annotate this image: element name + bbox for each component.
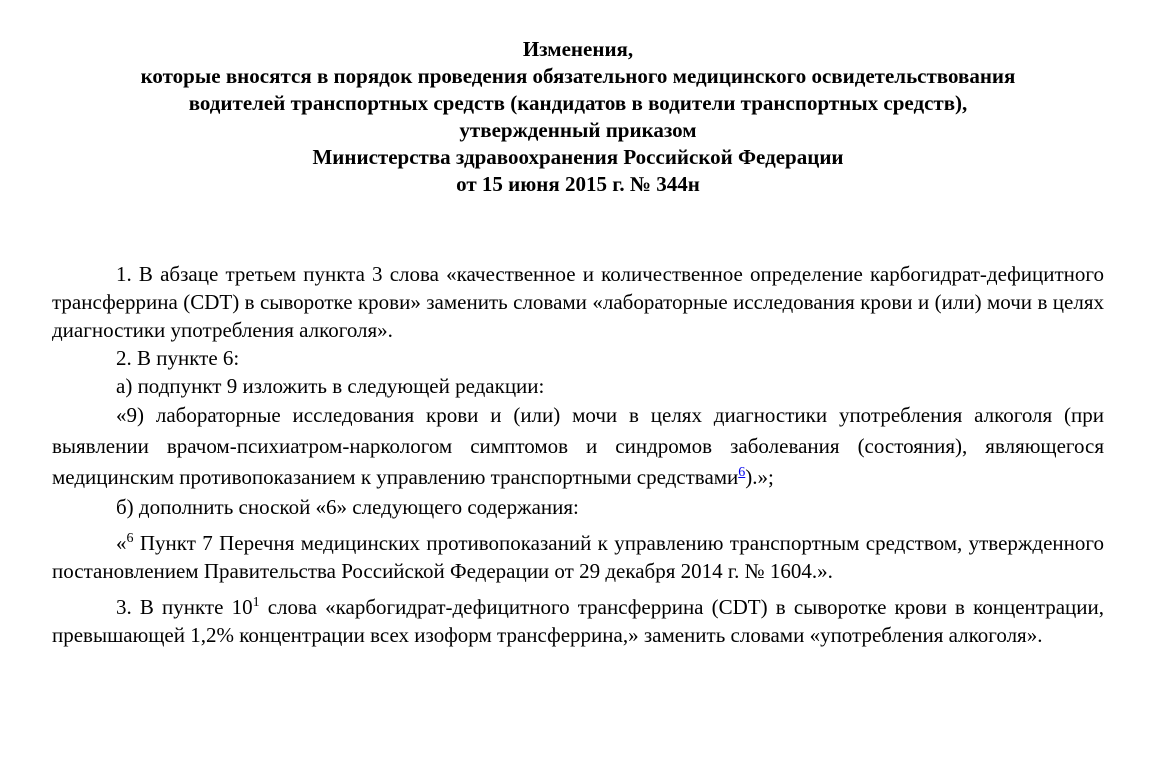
- quote-end: ).»;: [745, 465, 774, 489]
- paragraph-item-2b: б) дополнить сноской «6» следующего содержания:: [116, 495, 579, 519]
- title-line-1: Изменения,: [522, 37, 634, 61]
- title-line-4: утвержденный приказом: [459, 118, 697, 142]
- paragraph-item-3: [52, 593, 1104, 649]
- paragraph-item-1: 1. В абзаце третьем пункта 3 слова «качественное и количественное определение карбогидрат-дефицитного трансферрина (CDT) в сыворотке крови» заменить словами «лабораторные исследования крови и (или) мочи в целях диагностики употребления алкоголя».: [52, 262, 1104, 342]
- title-line-2: которые вносятся в порядок проведения обязательного медицинского освидетельствования: [140, 64, 1016, 88]
- paragraph-item-2a-quote: [52, 400, 1104, 493]
- document-body: [52, 260, 1104, 649]
- title-line-5: Министерства здравоохранения Российской Федерации: [312, 145, 844, 169]
- quote-text: «9) лабораторные исследования крови и (или) мочи в целях диагностики употребления алкоголя (при выявлении врачом-психиатром-наркологом симптомов и синдромов заболевания (состояния), являющегося медицинским противопоказанием к управлению транспортными средствами: [52, 403, 1104, 489]
- paragraph-item-2: 2. В пункте 6:: [116, 346, 240, 370]
- item-3-superscript: 1: [252, 595, 260, 610]
- item-3-rest: слова «карбогидрат-дефицитного трансферрина (CDT) в сыворотке крови в концентрации, превышающей 1,2% концентрации всех изоформ трансферрина,» заменить словами «употребления алкоголя».: [52, 595, 1104, 647]
- footnote-6-link[interactable]: 6: [738, 465, 746, 480]
- document-page: [52, 36, 1104, 649]
- footnote-quote-open: «: [116, 531, 127, 555]
- item-3-start: 3. В пункте 10: [116, 595, 253, 619]
- title-line-3: водителей транспортных средств (кандидатов в водители транспортных средств),: [188, 91, 968, 115]
- paragraph-item-2a: а) подпункт 9 изложить в следующей редакции:: [116, 374, 545, 398]
- footnote-marker: 6: [126, 531, 134, 546]
- document-title: [52, 36, 1104, 198]
- title-line-6: от 15 июня 2015 г. № 344н: [456, 172, 700, 196]
- paragraph-footnote-6: [52, 529, 1104, 585]
- footnote-text: Пункт 7 Перечня медицинских противопоказаний к управлению транспортным средством, утвержденного постановлением Правительства Российской Федерации от 29 декабря 2014 г. № 1604.».: [52, 531, 1104, 583]
